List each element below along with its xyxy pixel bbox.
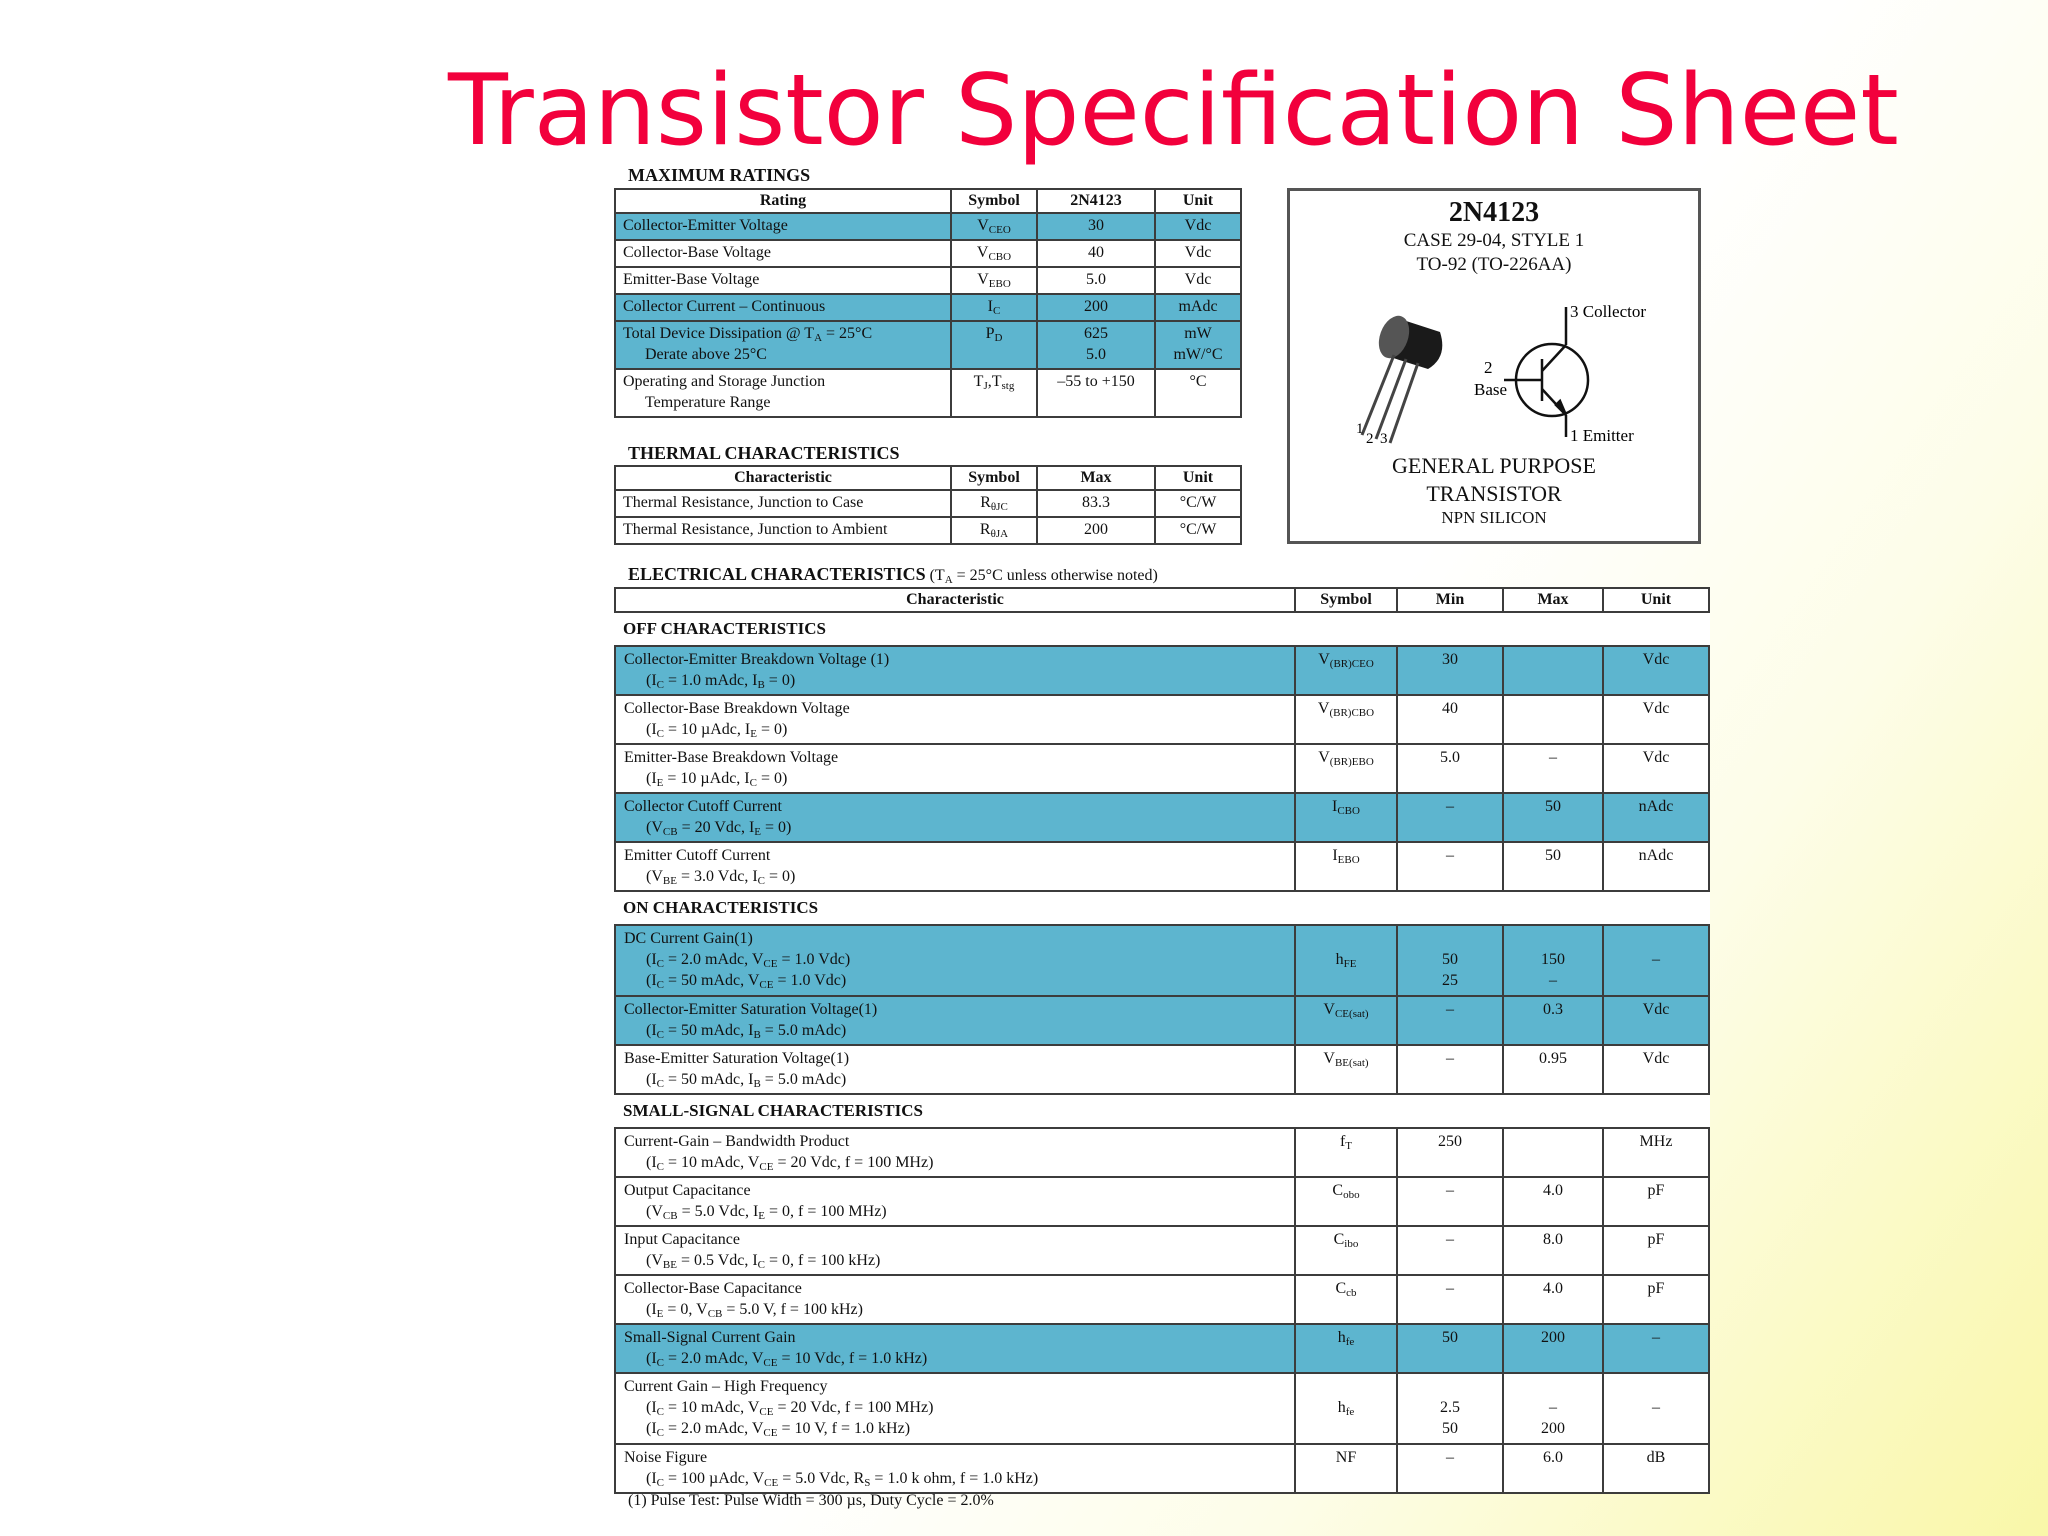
characteristic-min: –: [1397, 1275, 1503, 1324]
col-header: 2N4123: [1037, 189, 1155, 213]
thermal-table: [614, 465, 1242, 545]
col-header: Characteristic: [615, 588, 1295, 612]
table-row: [615, 1177, 1709, 1226]
rating-symbol: $V_{CEO}$: [951, 213, 1037, 240]
col-header: Symbol: [951, 466, 1037, 490]
characteristic-symbol: $I_{CBO}$: [1295, 793, 1397, 842]
rating-name: Total Device Dissipation @ $T_A = 25^\circ C$ Derate above 25°C: [615, 321, 951, 369]
table-row: [615, 321, 1241, 369]
characteristic-min: –: [1397, 996, 1503, 1045]
rating-name: Emitter-Base Voltage: [615, 267, 951, 294]
characteristic-min: 250: [1397, 1128, 1503, 1177]
table-row: [615, 646, 1709, 695]
characteristic-min: 5.0: [1397, 744, 1503, 793]
section-title: OFF CHARACTERISTICS: [615, 612, 1709, 646]
characteristic-unit: nAdc: [1603, 842, 1709, 891]
characteristic-min: 50 25: [1397, 925, 1503, 996]
electrical-table: [614, 587, 1710, 1494]
pin-emitter-label: 1 Emitter: [1570, 426, 1634, 445]
rating-unit: mAdc: [1155, 294, 1241, 321]
col-header: Characteristic: [615, 466, 951, 490]
characteristic-name: Small-Signal Current Gain ($I_C = 2.0$ mAdc, $V_{CE} = 10$ Vdc, f = 1.0 kHz): [615, 1324, 1295, 1373]
table-row: [615, 1275, 1709, 1324]
footnote: (1) Pulse Test: Pulse Width = 300 µs, Duty Cycle = 2.0%: [628, 1492, 994, 1509]
case-label: CASE 29-04, STYLE 1: [1403, 230, 1585, 251]
col-header: Min: [1397, 588, 1503, 612]
table-row: [615, 1444, 1709, 1493]
characteristic-min: 40: [1397, 695, 1503, 744]
table-row: [615, 744, 1709, 793]
characteristic-min: –: [1397, 842, 1503, 891]
characteristic-symbol: $C_{obo}$: [1295, 1177, 1397, 1226]
pin-base-number: 2: [1484, 358, 1493, 377]
table-row: [615, 213, 1241, 240]
characteristic-unit: pF: [1603, 1226, 1709, 1275]
rating-name: Collector-Base Voltage: [615, 240, 951, 267]
rating-name: Collector Current – Continuous: [615, 294, 951, 321]
characteristic-max: [1503, 646, 1603, 695]
rating-unit: Vdc: [1155, 267, 1241, 294]
npn-symbol-icon: [1504, 307, 1588, 437]
characteristic-name: DC Current Gain(1) ($I_C = 2.0$ mAdc, $V_{CE} = 1.0$ Vdc) ($I_C = 50$ mAdc, $V_{CE} = 1.0$ Vdc): [615, 925, 1295, 996]
rating-unit: °C: [1155, 369, 1241, 417]
table-row: [615, 490, 1241, 517]
characteristic-symbol: NF: [1295, 1444, 1397, 1493]
characteristic-symbol: $V_{BE(sat)}$: [1295, 1045, 1397, 1094]
table-row: [615, 1128, 1709, 1177]
table-row: [615, 294, 1241, 321]
col-header: Symbol: [1295, 588, 1397, 612]
table-row: [615, 1226, 1709, 1275]
rating-symbol: $V_{CBO}$: [951, 240, 1037, 267]
electrical-heading: ELECTRICAL CHARACTERISTICS ($T_A = 25^\circ C$ unless otherwise noted): [628, 564, 1158, 586]
thermal-char: Thermal Resistance, Junction to Case: [615, 490, 951, 517]
rating-name: Collector-Emitter Voltage: [615, 213, 951, 240]
rating-unit: Vdc: [1155, 213, 1241, 240]
transistor-diagram: [1290, 277, 1698, 452]
characteristic-symbol: $V_{(BR)EBO}$: [1295, 744, 1397, 793]
device-type-3: NPN SILICON: [1441, 508, 1547, 527]
characteristic-max: 150 –: [1503, 925, 1603, 996]
characteristic-unit: Vdc: [1603, 996, 1709, 1045]
characteristic-max: 0.3: [1503, 996, 1603, 1045]
characteristic-name: Collector-Base Capacitance ($I_E = 0$, $V_{CB} = 5.0$ V, f = 100 kHz): [615, 1275, 1295, 1324]
device-info-box: [1287, 188, 1701, 544]
characteristic-max: 8.0: [1503, 1226, 1603, 1275]
characteristic-name: Base-Emitter Saturation Voltage(1) ($I_C = 50$ mAdc, $I_B = 5.0$ mAdc): [615, 1045, 1295, 1094]
characteristic-max: 0.95: [1503, 1045, 1603, 1094]
section-row: [615, 612, 1709, 646]
lead-number: 1: [1356, 421, 1364, 437]
characteristic-symbol: $h_{FE}$: [1295, 925, 1397, 996]
characteristic-symbol: $C_{ibo}$: [1295, 1226, 1397, 1275]
rating-value: 30: [1037, 213, 1155, 240]
device-type-2: TRANSISTOR: [1426, 481, 1562, 506]
characteristic-max: 200: [1503, 1324, 1603, 1373]
thermal-max: 83.3: [1037, 490, 1155, 517]
rating-symbol: $V_{EBO}$: [951, 267, 1037, 294]
rating-unit: Vdc: [1155, 240, 1241, 267]
characteristic-unit: –: [1603, 1373, 1709, 1444]
table-row: [615, 793, 1709, 842]
characteristic-name: Current Gain – High Frequency ($I_C = 10$ mAdc, $V_{CE} = 20$ Vdc, f = 100 MHz) ($I_C = 2.0$ mAdc, $V_{CE} = 10$ V, f = 1.0 kHz): [615, 1373, 1295, 1444]
characteristic-name: Input Capacitance ($V_{BE} = 0.5$ Vdc, $I_C = 0$, f = 100 kHz): [615, 1226, 1295, 1275]
thermal-char: Thermal Resistance, Junction to Ambient: [615, 517, 951, 544]
max-ratings-table: [614, 188, 1242, 418]
section-title: ON CHARACTERISTICS: [615, 891, 1709, 925]
rating-value: 5.0: [1037, 267, 1155, 294]
characteristic-symbol: $C_{cb}$: [1295, 1275, 1397, 1324]
rating-symbol: $T_J,T_{stg}$: [951, 369, 1037, 417]
table-row: [615, 240, 1241, 267]
characteristic-symbol: $I_{EBO}$: [1295, 842, 1397, 891]
characteristic-unit: pF: [1603, 1275, 1709, 1324]
col-header: Symbol: [951, 189, 1037, 213]
thermal-symbol: $R_{\theta JC}$: [951, 490, 1037, 517]
characteristic-name: Output Capacitance ($V_{CB} = 5.0$ Vdc, $I_E = 0$, f = 100 MHz): [615, 1177, 1295, 1226]
table-row: [615, 1324, 1709, 1373]
section-row: [615, 1094, 1709, 1128]
characteristic-max: [1503, 1128, 1603, 1177]
table-row: [615, 1373, 1709, 1444]
rating-value: –55 to +150: [1037, 369, 1155, 417]
col-header: Unit: [1155, 466, 1241, 490]
characteristic-name: Current-Gain – Bandwidth Product ($I_C = 10$ mAdc, $V_{CE} = 20$ Vdc, f = 100 MHz): [615, 1128, 1295, 1177]
table-row: [615, 842, 1709, 891]
thermal-max: 200: [1037, 517, 1155, 544]
characteristic-name: Collector-Emitter Breakdown Voltage (1) ($I_C = 1.0$ mAdc, $I_B = 0$): [615, 646, 1295, 695]
thermal-heading: THERMAL CHARACTERISTICS: [628, 443, 900, 463]
characteristic-unit: pF: [1603, 1177, 1709, 1226]
lead-number: 3: [1380, 431, 1388, 447]
characteristic-max: [1503, 695, 1603, 744]
characteristic-symbol: $h_{fe}$: [1295, 1324, 1397, 1373]
characteristic-unit: Vdc: [1603, 646, 1709, 695]
characteristic-name: Emitter Cutoff Current ($V_{BE} = 3.0$ Vdc, $I_C = 0$): [615, 842, 1295, 891]
thermal-symbol: $R_{\theta JA}$: [951, 517, 1037, 544]
pin-collector-label: 3 Collector: [1570, 302, 1647, 321]
characteristic-unit: nAdc: [1603, 793, 1709, 842]
characteristic-unit: dB: [1603, 1444, 1709, 1493]
max-ratings-heading: MAXIMUM RATINGS: [628, 165, 811, 185]
rating-symbol: $I_C$: [951, 294, 1037, 321]
characteristic-max: 6.0: [1503, 1444, 1603, 1493]
characteristic-max: 4.0: [1503, 1275, 1603, 1324]
rating-unit: mW mW/°C: [1155, 321, 1241, 369]
table-row: [615, 369, 1241, 417]
table-row: [615, 996, 1709, 1045]
device-type-1: GENERAL PURPOSE: [1392, 453, 1596, 478]
table-row: [615, 925, 1709, 996]
characteristic-min: –: [1397, 1045, 1503, 1094]
col-header: Unit: [1603, 588, 1709, 612]
characteristic-unit: MHz: [1603, 1128, 1709, 1177]
col-header: Rating: [615, 189, 951, 213]
characteristic-name: Collector-Base Breakdown Voltage ($I_C = 10$ µAdc, $I_E = 0$): [615, 695, 1295, 744]
table-row: [615, 695, 1709, 744]
table-row: [615, 517, 1241, 544]
characteristic-name: Noise Figure ($I_C = 100$ µAdc, $V_{CE} = 5.0$ Vdc, $R_S = 1.0$ k ohm, f = 1.0 kHz): [615, 1444, 1295, 1493]
characteristic-symbol: $h_{fe}$: [1295, 1373, 1397, 1444]
characteristic-min: 50: [1397, 1324, 1503, 1373]
to92-package-icon: [1362, 312, 1442, 443]
characteristic-min: –: [1397, 1177, 1503, 1226]
characteristic-max: 50: [1503, 793, 1603, 842]
table-header-row: [615, 466, 1241, 490]
characteristic-unit: –: [1603, 1324, 1709, 1373]
characteristic-max: – 200: [1503, 1373, 1603, 1444]
characteristic-min: 2.5 50: [1397, 1373, 1503, 1444]
characteristic-name: Collector-Emitter Saturation Voltage(1) ($I_C = 50$ mAdc, $I_B = 5.0$ mAdc): [615, 996, 1295, 1045]
thermal-unit: °C/W: [1155, 517, 1241, 544]
characteristic-unit: –: [1603, 925, 1709, 996]
characteristic-max: 4.0: [1503, 1177, 1603, 1226]
characteristic-min: –: [1397, 793, 1503, 842]
characteristic-max: 50: [1503, 842, 1603, 891]
rating-value: 625 5.0: [1037, 321, 1155, 369]
characteristic-min: –: [1397, 1226, 1503, 1275]
characteristic-name: Emitter-Base Breakdown Voltage ($I_E = 10$ µAdc, $I_C = 0$): [615, 744, 1295, 793]
package-label: TO-92 (TO-226AA): [1416, 254, 1572, 275]
thermal-unit: °C/W: [1155, 490, 1241, 517]
table-row: [615, 1045, 1709, 1094]
col-header: Unit: [1155, 189, 1241, 213]
col-header: Max: [1503, 588, 1603, 612]
table-header-row: [615, 588, 1709, 612]
characteristic-symbol: $V_{(BR)CEO}$: [1295, 646, 1397, 695]
part-number: 2N4123: [1448, 197, 1540, 228]
characteristic-symbol: $V_{(BR)CBO}$: [1295, 695, 1397, 744]
characteristic-min: 30: [1397, 646, 1503, 695]
lead-number: 2: [1366, 431, 1374, 447]
characteristic-unit: Vdc: [1603, 695, 1709, 744]
characteristic-symbol: $V_{CE(sat)}$: [1295, 996, 1397, 1045]
characteristic-max: –: [1503, 744, 1603, 793]
section-row: [615, 891, 1709, 925]
pin-base-label: Base: [1474, 380, 1508, 399]
section-title: SMALL-SIGNAL CHARACTERISTICS: [615, 1094, 1709, 1128]
rating-value: 40: [1037, 240, 1155, 267]
characteristic-min: –: [1397, 1444, 1503, 1493]
characteristic-unit: Vdc: [1603, 1045, 1709, 1094]
characteristic-unit: Vdc: [1603, 744, 1709, 793]
rating-name: Operating and Storage Junction Temperature Range: [615, 369, 951, 417]
table-header-row: [615, 189, 1241, 213]
characteristic-symbol: $f_T$: [1295, 1128, 1397, 1177]
rating-value: 200: [1037, 294, 1155, 321]
page-title: Transistor Specification Sheet: [448, 54, 1899, 168]
col-header: Max: [1037, 466, 1155, 490]
rating-symbol: $P_D$: [951, 321, 1037, 369]
table-row: [615, 267, 1241, 294]
characteristic-name: Collector Cutoff Current ($V_{CB} = 20$ Vdc, $I_E = 0$): [615, 793, 1295, 842]
